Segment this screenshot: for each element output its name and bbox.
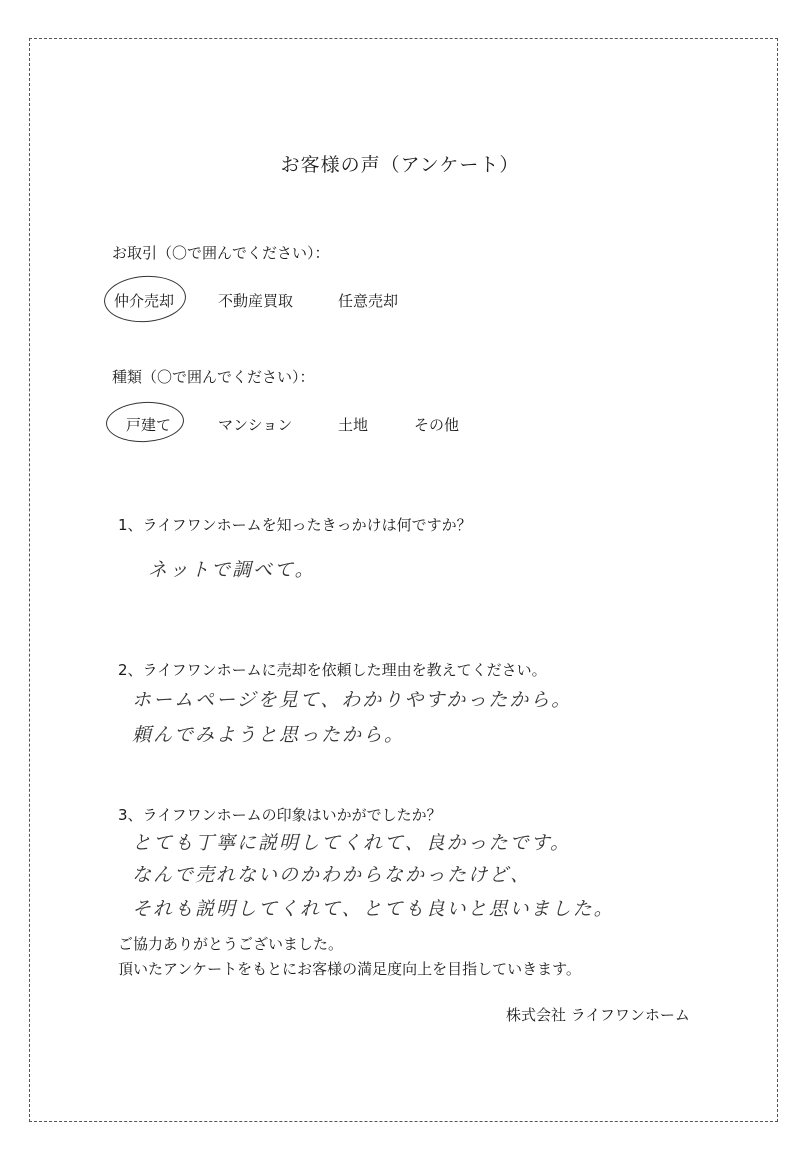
company-name: 株式会社 ライフワンホーム [506,1006,690,1024]
option-other: その他 [414,416,460,434]
type-label: 種類（〇で囲んでください）： [112,368,315,386]
question-3-answer-line-3: それも説明してくれて、とても良いと思いました。 [132,898,615,920]
question-2-label: 2、ライフワンホームに売却を依頼した理由を教えてください。 [118,661,547,679]
page-title: お客様の声（アンケート） [280,154,520,176]
question-3-label: 3、ライフワンホームの印象はいかがでしたか？ [118,806,442,824]
question-1-answer-line-1: ネットで調べて。 [148,559,316,581]
option-land: 土地 [338,416,369,434]
option-detached-house: 戸建て [126,416,172,434]
option-voluntary-sale: 任意売却 [338,292,399,310]
option-real-estate-purchase: 不動産買取 [218,292,294,310]
question-1-label: 1、ライフワンホームを知ったきっかけは何ですか？ [118,516,472,534]
question-2-answer-line-1: ホームページを見て、わかりやすかったから。 [132,689,573,711]
transaction-label: お取引（〇で囲んでください）： [112,244,330,262]
question-3-answer-line-1: とても丁寧に説明してくれて、良かったです。 [132,832,572,854]
question-3-answer-line-2: なんで売れないのかわからなかったけど、 [132,864,532,886]
option-brokerage-sale: 仲介売却 [114,292,175,310]
closing-message: 頂いたアンケートをもとにお客様の満足度向上を目指していきます。 [118,960,581,978]
option-mansion: マンション [218,416,293,434]
question-2-answer-line-2: 頼んでみようと思ったから。 [132,724,406,746]
closing-thanks: ご協力ありがとうございました。 [118,935,344,953]
